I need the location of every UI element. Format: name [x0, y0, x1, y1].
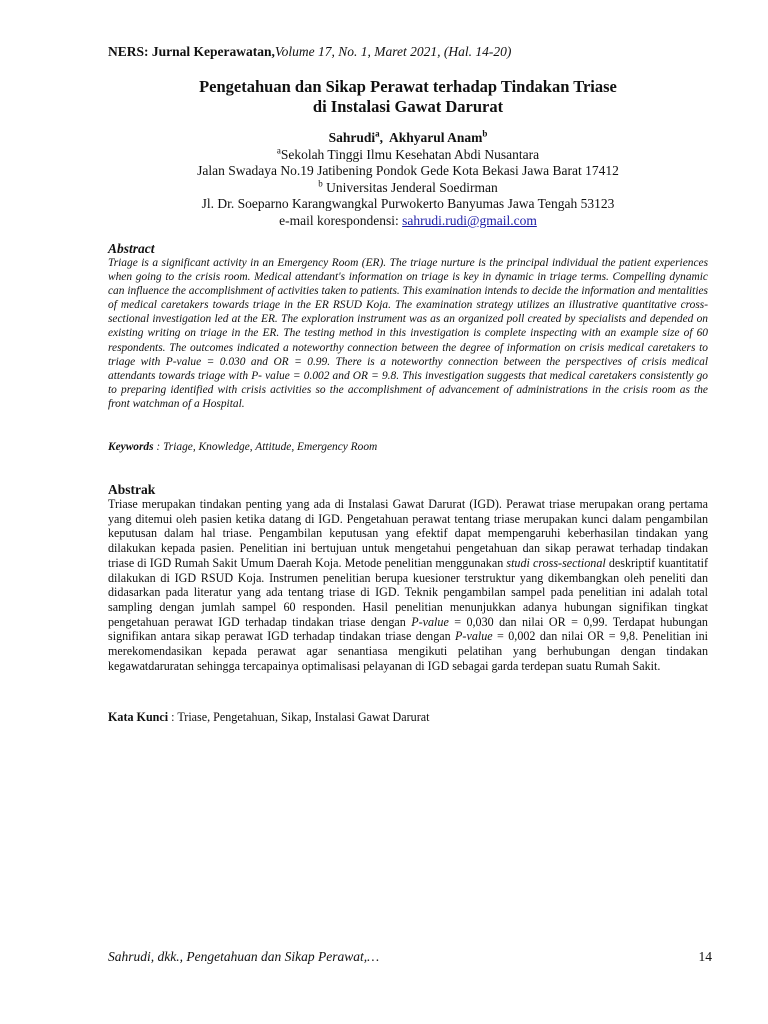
correspondence-email	[108, 213, 708, 230]
paper-title	[108, 77, 708, 117]
affiliation-a	[108, 147, 708, 164]
affiliation-b-address: Jl. Dr. Soeparno Karangwangkal Purwokerto Banyumas Jawa Tengah 53123	[201, 196, 615, 212]
running-header	[108, 43, 708, 60]
author-names	[108, 130, 708, 147]
abstrak-body-part-2: deskriptif kuantitatif dilakukan di IGD RSUD Koja. Instrumen penelitian berupa kuesioner terstruktur yang dikembangkan oleh peneliti dan didasarkan pada literatur yang ada tentang triase di IGD. Teknik pengambilan sampel pada penelitian ini adalah total sampling dengan jumlah sampel 60 responden. Hasil penelitian menunjukkan adanya hubungan signifikan tingkat pengetahuan perawat IGD terhadap tindakan triase dengan	[108, 555, 708, 629]
authors-block	[108, 130, 708, 230]
kata-kunci-list: : Triase, Pengetahuan, Sikap, Instalasi Gawat Darurat	[168, 710, 430, 724]
abstract-english	[108, 241, 708, 453]
author-2-affiliation-mark: b	[482, 128, 488, 139]
abstract-indonesian	[108, 482, 708, 724]
email-label: e-mail korespondensi:	[279, 212, 403, 228]
keywords-label: Keywords	[108, 441, 154, 453]
affiliation-b-mark: b	[318, 178, 323, 189]
keywords-separator: :	[153, 441, 164, 453]
keywords-list: Triage, Knowledge, Attitude, Emergency Room	[163, 441, 378, 453]
keywords-line	[108, 440, 708, 454]
abstrak-body	[108, 497, 708, 673]
affiliation-b-name: Universitas Jenderal Soedirman	[322, 179, 498, 195]
abstrak-heading: Abstrak	[108, 482, 156, 497]
author-separator: ,	[379, 130, 389, 145]
kata-kunci-label: Kata Kunci	[108, 710, 169, 724]
journal-name: NERS: Jurnal Keperawatan,	[108, 44, 275, 59]
author-1-affiliation-mark: a	[375, 128, 380, 139]
abstrak-body-emphasis-3: P-value	[455, 629, 493, 644]
author-1: Sahrudi	[328, 130, 376, 145]
email-link[interactable]: sahrudi.rudi@gmail.com	[402, 212, 537, 228]
abstrak-body-emphasis-2: P-value	[411, 614, 449, 629]
journal-issue: Volume 17, No. 1, Maret 2021, (Hal. 14-20)	[274, 44, 512, 59]
abstrak-body-part-3: = 0,030 dan nilai OR = 0,99. Terdapat hubungan signifikan antara sikap perawat IGD terhadap tindakan triase dengan	[108, 614, 708, 644]
abstract-body: Triage is a significant activity in an Emergency Room (ER). The triage nurture is the principal individual the patient experiences when going to the crisis room. Medical attendant's information on triage is key in dynamic in triage terms. Compelling dynamic can influence the accomplishment of activities taken to patients. This examination intends to decide the information and mentalities of medical caretakers towards triage in the ER RSUD Koja. The examination strategy utilizes an illustrative quantitative cross-sectional investigation led at the ER. The exploration instrument was as an organized poll created by specialists and depended on existing writing on triage in the ER. The testing method in this investigation is complete inspecting with an example size of 60 respondents. The outcomes indicated a noteworthy connection between the degree of information on crisis medical caretakers to triage with P-value = 0.030 and OR = 0.99. There is a noteworthy connection between the perspectives of crisis medical attendants towards triage with P- value = 0.002 and OR = 9.8. This investigation suggests that medical caretakers consistently go to preparing identified with crisis activities so the accomplishment of advancement of administrations in the crisis room as the front watchman of a Hospital.	[108, 257, 708, 410]
paper-title-line-2: di Instalasi Gawat Darurat	[312, 97, 504, 116]
abstrak-body-emphasis-1: studi cross-sectional	[506, 555, 606, 570]
kata-kunci-line	[108, 710, 708, 724]
affiliation-a-mark: a	[276, 145, 281, 156]
footer-citation: Sahrudi, dkk., Pengetahuan dan Sikap Perawat,…	[108, 949, 380, 964]
affiliation-b	[108, 180, 708, 197]
page-number: 14	[698, 949, 712, 964]
abstract-heading: Abstract	[108, 241, 155, 256]
running-footer	[108, 949, 712, 965]
affiliation-a-address: Jalan Swadaya No.19 Jatibening Pondok Gede Kota Bekasi Jawa Barat 17412	[197, 163, 619, 179]
affiliation-a-name: Sekolah Tinggi Ilmu Kesehatan Abdi Nusantara	[280, 146, 540, 162]
author-2: Akhyarul Anam	[389, 130, 483, 145]
abstrak-body-part-1: Triase merupakan tindakan penting yang ada di Instalasi Gawat Darurat (IGD). Perawat triase merupakan orang pertama yang ditemui oleh pasien ketika datang di IGD. Pengetahuan perawat tentang triase merupakan kunci dalam pengambilan keputusan dalam hal triase. Pengambilan keputusan yang efektif dapat mempengaruhi keberhasilan tindakan yang dilakukan kepada pasien. Penelitian ini bertujuan untuk mengetahui pengetahuan dan sikap perawat terhadap tindakan triase di IGD Rumah Sakit Umum Daerah Koja. Metode penelitian menggunakan	[108, 497, 708, 570]
paper-title-line-1: Pengetahuan dan Sikap Perawat terhadap Tindakan Triase	[199, 77, 617, 96]
abstrak-body-part-4: = 0,002 dan nilai OR = 9,8. Penelitian ini merekomendasikan kepada perawat agar senantiasa mengikuti pelatihan yang berhubungan dengan tindakan kegawatdaruratan sehingga tercapainya optimalisasi pelayanan di IGD sebagai garda terdepan suatu Rumah Sakit.	[108, 629, 708, 673]
